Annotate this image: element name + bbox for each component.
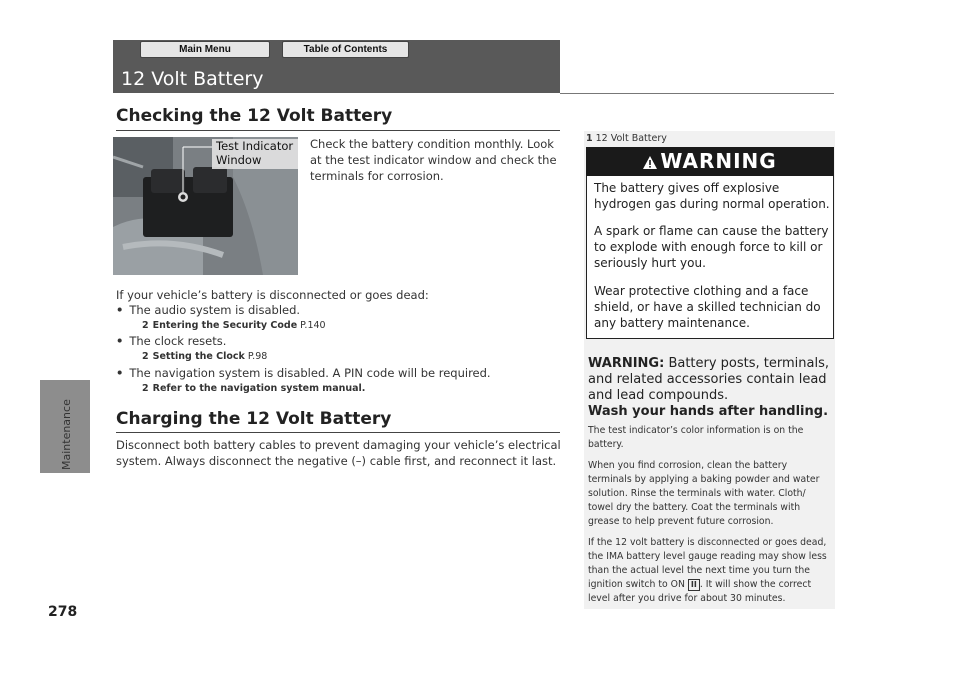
warning-paragraph: The battery gives off explosive hydrogen gas during normal operation. [594, 181, 830, 211]
setting-clock-link[interactable]: 2 Setting the Clock P.98 [142, 351, 268, 362]
bullet-item: • The audio system is disabled. [116, 303, 301, 317]
header-rule [560, 93, 834, 94]
heading-rule [116, 130, 560, 131]
checking-intro-text: Check the battery condition monthly. Look at the test indicator window and check the terminals for corrosion. [310, 137, 557, 183]
warning-paragraph: Wear protective clothing and a face shield, or have a skilled technician do any battery maintenance. [594, 284, 821, 330]
warning-title-bar: WARNING [586, 147, 834, 176]
charging-text: Disconnect both battery cables to prevent damaging your vehicle’s electrical system. Always disconnect the negative (–) cable first, and reconnect it last. [116, 438, 561, 468]
ima-gauge-note: If the 12 volt battery is disconnected or goes dead, the IMA battery level gauge reading may show less than the actual level the next time you turn the ignition switch to ON II . It will show the correct level after you drive for about 30 minutes. [588, 537, 827, 604]
page-number: 278 [48, 604, 78, 620]
test-indicator-callout: Test Indicator Window [212, 139, 298, 169]
bullet-item: • The navigation system is disabled. A PIN code will be required. [116, 366, 491, 380]
table-of-contents-button[interactable]: Table of Contents [282, 41, 409, 58]
ignition-on-icon: II [688, 579, 700, 591]
side-panel-heading: 1 12 Volt Battery [586, 133, 667, 144]
bullet-item: • The clock resets. [116, 334, 227, 348]
test-indicator-note: The test indicator’s color information is on the battery. [588, 425, 804, 450]
section-label: Maintenance [60, 399, 73, 470]
security-code-link[interactable]: 2 Entering the Security Code P.140 [142, 320, 326, 331]
warning-paragraph: A spark or flame can cause the battery to explode with enough force to kill or seriously hurt you. [594, 224, 829, 270]
section-heading-checking: Checking the 12 Volt Battery [116, 106, 393, 126]
battery-dead-lead: If your vehicle’s battery is disconnected or goes dead: [116, 288, 429, 302]
corrosion-note: When you find corrosion, clean the battery terminals by applying a baking powder and water solution. Rinse the terminals with water. Cloth/ towel dry the battery. Coat the terminals with grease to help prevent future corrosion. [588, 460, 820, 527]
heading-rule [116, 432, 560, 433]
main-menu-button[interactable]: Main Menu [140, 41, 270, 58]
page-title: 12 Volt Battery [121, 68, 264, 90]
navigation-manual-link[interactable]: 2 Refer to the navigation system manual. [142, 383, 366, 394]
section-heading-charging: Charging the 12 Volt Battery [116, 409, 392, 429]
lead-warning: WARNING: Battery posts, terminals, and related accessories contain lead and lead compounds. Wash your hands after handling. [588, 356, 830, 419]
warning-triangle-icon [643, 156, 657, 169]
